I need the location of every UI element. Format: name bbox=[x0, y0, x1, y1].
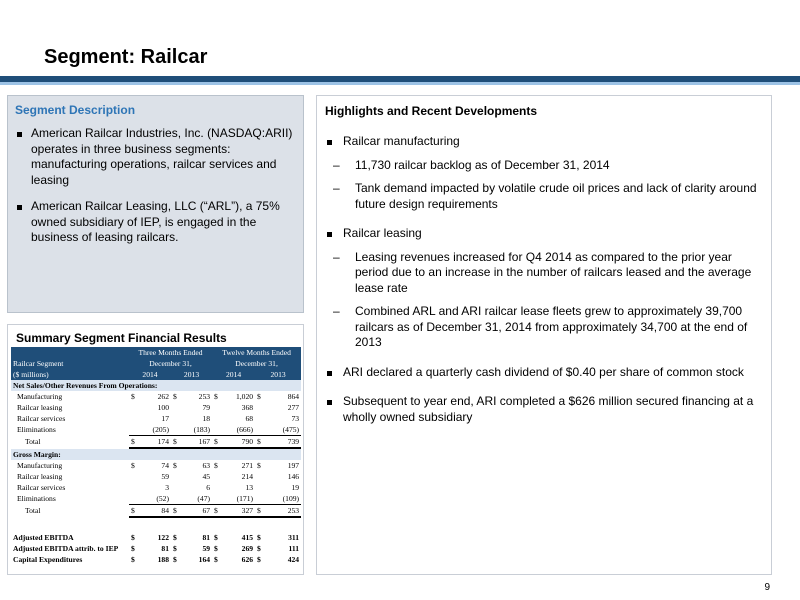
cell-value: 146 bbox=[287, 472, 300, 481]
table-row bbox=[11, 532, 301, 543]
currency-symbol bbox=[255, 482, 264, 493]
cell-value: 262 bbox=[157, 392, 169, 401]
table-row bbox=[11, 471, 301, 482]
sub-list-item bbox=[325, 250, 765, 297]
currency-symbol: $ bbox=[212, 436, 221, 449]
currency-symbol: $ bbox=[131, 555, 135, 564]
bullet-icon bbox=[327, 140, 332, 145]
currency-symbol bbox=[212, 471, 221, 482]
cell-value: (183) bbox=[180, 424, 212, 436]
row-label: Adjusted EBITDA attrib. to IEP bbox=[13, 544, 119, 553]
currency-symbol bbox=[212, 413, 221, 424]
table-row bbox=[11, 505, 301, 518]
currency-symbol: $ bbox=[173, 461, 177, 470]
cell-value: (52) bbox=[138, 493, 171, 505]
units-label: ($ millions) bbox=[11, 369, 129, 380]
table-row bbox=[11, 482, 301, 493]
sub-list-item bbox=[325, 304, 765, 351]
cell-value: 311 bbox=[288, 533, 300, 542]
year-header: 2013 bbox=[255, 369, 301, 380]
dash-icon: – bbox=[333, 181, 340, 195]
year-header: 2013 bbox=[171, 369, 212, 380]
currency-symbol bbox=[171, 471, 180, 482]
cell-value: 67 bbox=[180, 505, 212, 518]
cell-value: 79 bbox=[202, 403, 211, 412]
row-label: Eliminations bbox=[17, 494, 56, 504]
currency-symbol bbox=[129, 482, 138, 493]
currency-symbol bbox=[171, 493, 180, 505]
cell-value: 13 bbox=[245, 483, 254, 492]
currency-symbol bbox=[129, 413, 138, 424]
currency-symbol: $ bbox=[171, 505, 180, 518]
segment-description-panel bbox=[7, 95, 304, 313]
segment-description-heading: Segment Description bbox=[15, 103, 136, 117]
cell-value: 277 bbox=[287, 403, 300, 412]
cell-value: (205) bbox=[138, 424, 171, 436]
dash-icon: – bbox=[333, 304, 340, 318]
currency-symbol bbox=[255, 471, 264, 482]
bullet-text: ARI declared a quarterly cash dividend of $0.40 per share of common stock bbox=[343, 364, 744, 379]
currency-symbol: $ bbox=[214, 392, 218, 401]
list-item bbox=[325, 134, 765, 150]
currency-symbol: $ bbox=[257, 461, 261, 470]
section-label: Gross Margin: bbox=[11, 448, 301, 460]
table-row bbox=[11, 424, 301, 436]
currency-symbol bbox=[255, 402, 264, 413]
bullet-text: American Railcar Leasing, LLC (“ARL”), a 75% owned subsidiary of IEP, is engaged in the business of leasing railcars. bbox=[31, 199, 280, 244]
cell-value: 415 bbox=[241, 533, 254, 542]
bullet-text: Railcar leasing bbox=[343, 226, 422, 240]
currency-symbol: $ bbox=[173, 544, 177, 553]
list-item bbox=[15, 126, 297, 188]
page-number: 9 bbox=[764, 582, 770, 593]
currency-symbol bbox=[129, 471, 138, 482]
twelve-months-header: Twelve Months Ended bbox=[212, 347, 301, 358]
bullet-text: Railcar manufacturing bbox=[343, 134, 460, 148]
cell-value: 73 bbox=[291, 414, 300, 423]
cell-value: 45 bbox=[202, 472, 211, 481]
currency-symbol bbox=[129, 493, 138, 505]
currency-symbol: $ bbox=[214, 461, 218, 470]
row-label: Manufacturing bbox=[17, 392, 63, 401]
table-row bbox=[11, 402, 301, 413]
cell-value: (475) bbox=[264, 424, 301, 436]
currency-symbol: $ bbox=[214, 533, 218, 542]
currency-symbol: $ bbox=[255, 436, 264, 449]
cell-value: 68 bbox=[245, 414, 254, 423]
currency-symbol bbox=[212, 493, 221, 505]
currency-symbol: $ bbox=[131, 461, 135, 470]
row-label: Eliminations bbox=[17, 425, 56, 435]
bullet-icon bbox=[327, 232, 332, 237]
cell-value: 188 bbox=[157, 555, 169, 564]
currency-symbol: $ bbox=[173, 392, 177, 401]
list-item bbox=[325, 226, 765, 242]
cell-value: 3 bbox=[165, 483, 169, 492]
sub-bullet-text: 11,730 railcar backlog as of December 31, 2014 bbox=[355, 157, 610, 172]
cell-value: 19 bbox=[291, 483, 300, 492]
table-row bbox=[11, 543, 301, 554]
cell-value: 174 bbox=[138, 436, 171, 449]
table-row bbox=[11, 436, 301, 449]
currency-symbol: $ bbox=[214, 555, 218, 564]
section-label: Net Sales/Other Revenues From Operations: bbox=[11, 380, 301, 391]
row-label: Adjusted EBITDA bbox=[13, 533, 74, 542]
cell-value: 327 bbox=[221, 505, 255, 518]
table-row bbox=[11, 493, 301, 505]
cell-value: (171) bbox=[221, 493, 255, 505]
cell-value: 81 bbox=[161, 544, 169, 553]
table-header-row bbox=[11, 358, 301, 369]
currency-symbol: $ bbox=[131, 392, 135, 401]
currency-symbol bbox=[255, 493, 264, 505]
currency-symbol: $ bbox=[257, 533, 261, 542]
row-label: Railcar leasing bbox=[17, 472, 63, 481]
dash-icon: – bbox=[333, 157, 340, 172]
cell-value: 74 bbox=[161, 461, 169, 470]
currency-symbol bbox=[129, 402, 138, 413]
table-header-row bbox=[11, 347, 301, 358]
cell-value: (666) bbox=[221, 424, 255, 436]
header-accent-bar bbox=[0, 82, 800, 85]
currency-symbol: $ bbox=[173, 533, 177, 542]
spacer-row bbox=[11, 517, 301, 532]
segment-description-list bbox=[15, 126, 297, 257]
cell-value: 626 bbox=[241, 555, 254, 564]
bullet-icon bbox=[17, 132, 22, 137]
dec31-header: December 31, bbox=[129, 358, 212, 369]
highlights-list bbox=[325, 134, 765, 433]
three-months-header: Three Months Ended bbox=[129, 347, 212, 358]
currency-symbol bbox=[171, 482, 180, 493]
bullet-text: Subsequent to year end, ARI completed a $626 million secured financing at a wholly owned subsidiary bbox=[343, 394, 754, 424]
currency-symbol bbox=[129, 424, 138, 436]
currency-symbol bbox=[171, 402, 180, 413]
cell-value: 81 bbox=[202, 533, 211, 542]
currency-symbol: $ bbox=[257, 555, 261, 564]
currency-symbol: $ bbox=[129, 436, 138, 449]
currency-symbol: $ bbox=[131, 544, 135, 553]
cell-value: 197 bbox=[287, 461, 300, 470]
dec31-header: December 31, bbox=[212, 358, 301, 369]
section-row bbox=[11, 448, 301, 460]
dash-icon: – bbox=[333, 249, 340, 264]
cell-value: 100 bbox=[157, 403, 169, 412]
currency-symbol bbox=[171, 424, 180, 436]
cell-value: 864 bbox=[287, 392, 300, 401]
currency-symbol: $ bbox=[173, 555, 177, 564]
currency-symbol bbox=[171, 413, 180, 424]
table-header-row bbox=[11, 369, 301, 380]
sub-bullet-text: Tank demand impacted by volatile crude oil prices and lack of clarity around future design requirements bbox=[355, 181, 757, 211]
highlights-heading: Highlights and Recent Developments bbox=[325, 104, 538, 118]
cell-value: 17 bbox=[161, 414, 169, 423]
cell-value: 167 bbox=[180, 436, 212, 449]
financial-results-panel bbox=[7, 324, 304, 575]
cell-value: 84 bbox=[138, 505, 171, 518]
cell-value: 111 bbox=[288, 544, 300, 553]
section-row bbox=[11, 380, 301, 391]
highlights-panel bbox=[316, 95, 772, 575]
cell-value: 424 bbox=[287, 555, 300, 564]
segment-label: Railcar Segment bbox=[11, 358, 129, 369]
cell-value: (47) bbox=[180, 493, 212, 505]
currency-symbol: $ bbox=[129, 505, 138, 518]
row-label: Railcar leasing bbox=[17, 403, 63, 412]
list-item bbox=[325, 394, 765, 425]
currency-symbol bbox=[255, 424, 264, 436]
row-label: Manufacturing bbox=[17, 461, 63, 470]
sub-bullet-text: Leasing revenues increased for Q4 2014 as compared to the prior year period due to an increase in the number of railcars leased and the average lease rate bbox=[355, 249, 752, 295]
page-title: Segment: Railcar bbox=[44, 46, 208, 68]
bullet-icon bbox=[17, 205, 22, 210]
cell-value: 253 bbox=[198, 392, 211, 401]
row-label: Total bbox=[25, 506, 41, 516]
cell-value: 368 bbox=[241, 403, 254, 412]
cell-value: 271 bbox=[241, 461, 254, 470]
list-item bbox=[15, 199, 297, 246]
currency-symbol: $ bbox=[212, 505, 221, 518]
row-label: Railcar services bbox=[17, 414, 66, 423]
list-item bbox=[325, 365, 765, 381]
financial-results-heading: Summary Segment Financial Results bbox=[16, 331, 227, 345]
sub-bullet-text: Combined ARL and ARI railcar lease fleets grew to approximately 39,700 railcars as of December 31, 2014 from approximately 34,700 at the end of 2013 bbox=[355, 304, 748, 349]
cell-value: 63 bbox=[202, 461, 211, 470]
currency-symbol bbox=[212, 424, 221, 436]
year-header: 2014 bbox=[212, 369, 255, 380]
cell-value: 1,020 bbox=[235, 392, 254, 401]
currency-symbol bbox=[212, 482, 221, 493]
cell-value: 253 bbox=[264, 505, 301, 518]
cell-value: 18 bbox=[202, 414, 211, 423]
currency-symbol: $ bbox=[171, 436, 180, 449]
sub-list-item bbox=[325, 181, 765, 212]
cell-value: 269 bbox=[241, 544, 254, 553]
row-label: Capital Expenditures bbox=[13, 555, 83, 564]
bullet-text: American Railcar Industries, Inc. (NASDAQ:ARII) operates in three business segments: manufacturing operations, railcar services and leasing bbox=[31, 126, 293, 187]
table-row bbox=[11, 413, 301, 424]
currency-symbol: $ bbox=[255, 505, 264, 518]
cell-value: 6 bbox=[206, 483, 211, 492]
table-row bbox=[11, 554, 301, 565]
currency-symbol bbox=[212, 402, 221, 413]
currency-symbol bbox=[255, 413, 264, 424]
row-label: Total bbox=[25, 437, 41, 447]
bullet-icon bbox=[327, 400, 332, 405]
cell-value: 214 bbox=[241, 472, 254, 481]
cell-value: 739 bbox=[264, 436, 301, 449]
cell-value: 122 bbox=[157, 533, 169, 542]
cell-value: 59 bbox=[161, 472, 169, 481]
row-label: Railcar services bbox=[17, 483, 66, 492]
table-row bbox=[11, 460, 301, 471]
year-header: 2014 bbox=[129, 369, 171, 380]
currency-symbol: $ bbox=[214, 544, 218, 553]
cell-value: (109) bbox=[264, 493, 301, 505]
sub-list-item bbox=[325, 158, 765, 174]
cell-value: 790 bbox=[221, 436, 255, 449]
bullet-icon bbox=[327, 371, 332, 376]
currency-symbol: $ bbox=[131, 533, 135, 542]
currency-symbol: $ bbox=[257, 544, 261, 553]
currency-symbol: $ bbox=[257, 392, 261, 401]
cell-value: 59 bbox=[202, 544, 211, 553]
table-row bbox=[11, 391, 301, 402]
cell-value: 164 bbox=[198, 555, 211, 564]
financial-table bbox=[11, 347, 301, 565]
